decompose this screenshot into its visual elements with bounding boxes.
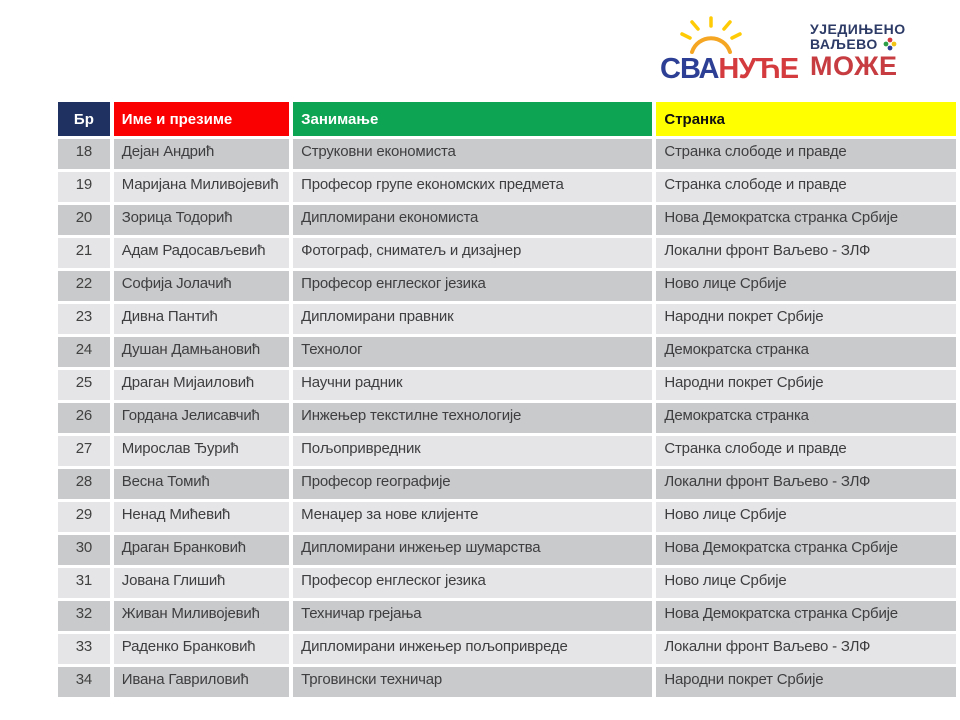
- table-row: [58, 205, 956, 235]
- party-cell: Народни покрет Србије: [656, 370, 956, 400]
- party-cell: Народни покрет Србије: [656, 667, 956, 697]
- occupation-cell: Трговински техничар: [293, 667, 652, 697]
- ujedinjeno-valjevo-moze-logo: [810, 22, 906, 81]
- name-cell: Зорица Тодорић: [114, 205, 289, 235]
- occupation-cell: Менаџер за нове клијенте: [293, 502, 652, 532]
- name-cell: Софија Јолачић: [114, 271, 289, 301]
- row-number-cell: 19: [58, 172, 110, 202]
- row-number-cell: 22: [58, 271, 110, 301]
- party-cell: Нова Демократска странка Србије: [656, 205, 956, 235]
- table-header-row: [58, 102, 956, 136]
- table-row: [58, 436, 956, 466]
- header-party: Странка: [656, 102, 956, 136]
- occupation-cell: Научни радник: [293, 370, 652, 400]
- occupation-cell: Дипломирани инжењер шумарства: [293, 535, 652, 565]
- name-cell: Јована Глишић: [114, 568, 289, 598]
- occupation-cell: Професор енглеског језика: [293, 568, 652, 598]
- uvm-line2: ВАЉЕВО: [810, 35, 878, 52]
- name-cell: Душан Дамњановић: [114, 337, 289, 367]
- occupation-cell: Дипломирани економиста: [293, 205, 652, 235]
- party-cell: Локални фронт Ваљево - ЗЛФ: [656, 238, 956, 268]
- name-cell: Адам Радосављевић: [114, 238, 289, 268]
- party-cell: Демократска странка: [656, 337, 956, 367]
- logo-strip: [660, 14, 910, 100]
- table-row: [58, 139, 956, 169]
- table-row: [58, 238, 956, 268]
- table-row: [58, 304, 956, 334]
- row-number-cell: 26: [58, 403, 110, 433]
- svanuce-text-blue: СВА: [660, 53, 719, 85]
- occupation-cell: Професор групе економских предмета: [293, 172, 652, 202]
- occupation-cell: Дипломирани правник: [293, 304, 652, 334]
- party-cell: Странка слободе и правде: [656, 436, 956, 466]
- party-cell: Нова Демократска странка Србије: [656, 601, 956, 631]
- row-number-cell: 21: [58, 238, 110, 268]
- row-number-cell: 29: [58, 502, 110, 532]
- table-header: [58, 102, 956, 136]
- table-row: [58, 568, 956, 598]
- name-cell: Драган Мијаиловић: [114, 370, 289, 400]
- occupation-cell: Дипломирани инжењер пољопривреде: [293, 634, 652, 664]
- row-number-cell: 27: [58, 436, 110, 466]
- row-number-cell: 20: [58, 205, 110, 235]
- uvm-line1: УЈЕДИЊЕНО: [810, 21, 906, 37]
- table-row: [58, 667, 956, 697]
- party-cell: Ново лице Србије: [656, 502, 956, 532]
- name-cell: Дејан Андрић: [114, 139, 289, 169]
- row-number-cell: 28: [58, 469, 110, 499]
- svanuce-logo: [660, 14, 799, 98]
- svanuce-text-red: НУЋЕ: [718, 53, 799, 85]
- row-number-cell: 34: [58, 667, 110, 697]
- table-row: [58, 370, 956, 400]
- name-cell: Живан Миливојевић: [114, 601, 289, 631]
- party-cell: Странка слободе и правде: [656, 172, 956, 202]
- name-cell: Дивна Пантић: [114, 304, 289, 334]
- name-cell: Ивана Гавриловић: [114, 667, 289, 697]
- uvm-line2-row: [810, 37, 906, 52]
- name-cell: Драган Бранковић: [114, 535, 289, 565]
- occupation-cell: Пољопривредник: [293, 436, 652, 466]
- table-row: [58, 403, 956, 433]
- party-cell: Нова Демократска странка Србије: [656, 535, 956, 565]
- party-cell: Народни покрет Србије: [656, 304, 956, 334]
- name-cell: Ненад Мићевић: [114, 502, 289, 532]
- flower-icon: [883, 37, 897, 51]
- party-cell: Ново лице Србије: [656, 271, 956, 301]
- row-number-cell: 33: [58, 634, 110, 664]
- name-cell: Весна Томић: [114, 469, 289, 499]
- table-row: [58, 337, 956, 367]
- row-number-cell: 23: [58, 304, 110, 334]
- occupation-cell: Фотограф, сниматељ и дизајнер: [293, 238, 652, 268]
- candidate-table: [54, 99, 960, 700]
- occupation-cell: Инжењер текстилне технологије: [293, 403, 652, 433]
- occupation-cell: Струковни економиста: [293, 139, 652, 169]
- occupation-cell: Професор енглеског језика: [293, 271, 652, 301]
- occupation-cell: Техничар грејања: [293, 601, 652, 631]
- name-cell: Мирослав Ђурић: [114, 436, 289, 466]
- name-cell: Гордана Јелисавчић: [114, 403, 289, 433]
- row-number-cell: 25: [58, 370, 110, 400]
- svanuce-wordmark: [660, 53, 798, 86]
- row-number-cell: 32: [58, 601, 110, 631]
- table-row: [58, 469, 956, 499]
- occupation-cell: Професор географије: [293, 469, 652, 499]
- table-row: [58, 502, 956, 532]
- sun-icon: [678, 16, 748, 54]
- party-cell: Странка слободе и правде: [656, 139, 956, 169]
- table-body: [58, 139, 956, 697]
- candidate-table-wrap: [54, 99, 960, 700]
- party-cell: Ново лице Србије: [656, 568, 956, 598]
- row-number-cell: 18: [58, 139, 110, 169]
- header-name: Име и презиме: [114, 102, 289, 136]
- table-row: [58, 634, 956, 664]
- header-number: Бр: [58, 102, 110, 136]
- party-cell: Локални фронт Ваљево - ЗЛФ: [656, 469, 956, 499]
- name-cell: Маријана Миливојевић: [114, 172, 289, 202]
- name-cell: Раденко Бранковић: [114, 634, 289, 664]
- table-row: [58, 601, 956, 631]
- party-cell: Демократска странка: [656, 403, 956, 433]
- row-number-cell: 30: [58, 535, 110, 565]
- uvm-line3: МОЖЕ: [810, 51, 898, 82]
- table-row: [58, 172, 956, 202]
- party-cell: Локални фронт Ваљево - ЗЛФ: [656, 634, 956, 664]
- table-row: [58, 535, 956, 565]
- table-row: [58, 271, 956, 301]
- row-number-cell: 31: [58, 568, 110, 598]
- header-occupation: Занимање: [293, 102, 652, 136]
- row-number-cell: 24: [58, 337, 110, 367]
- occupation-cell: Технолог: [293, 337, 652, 367]
